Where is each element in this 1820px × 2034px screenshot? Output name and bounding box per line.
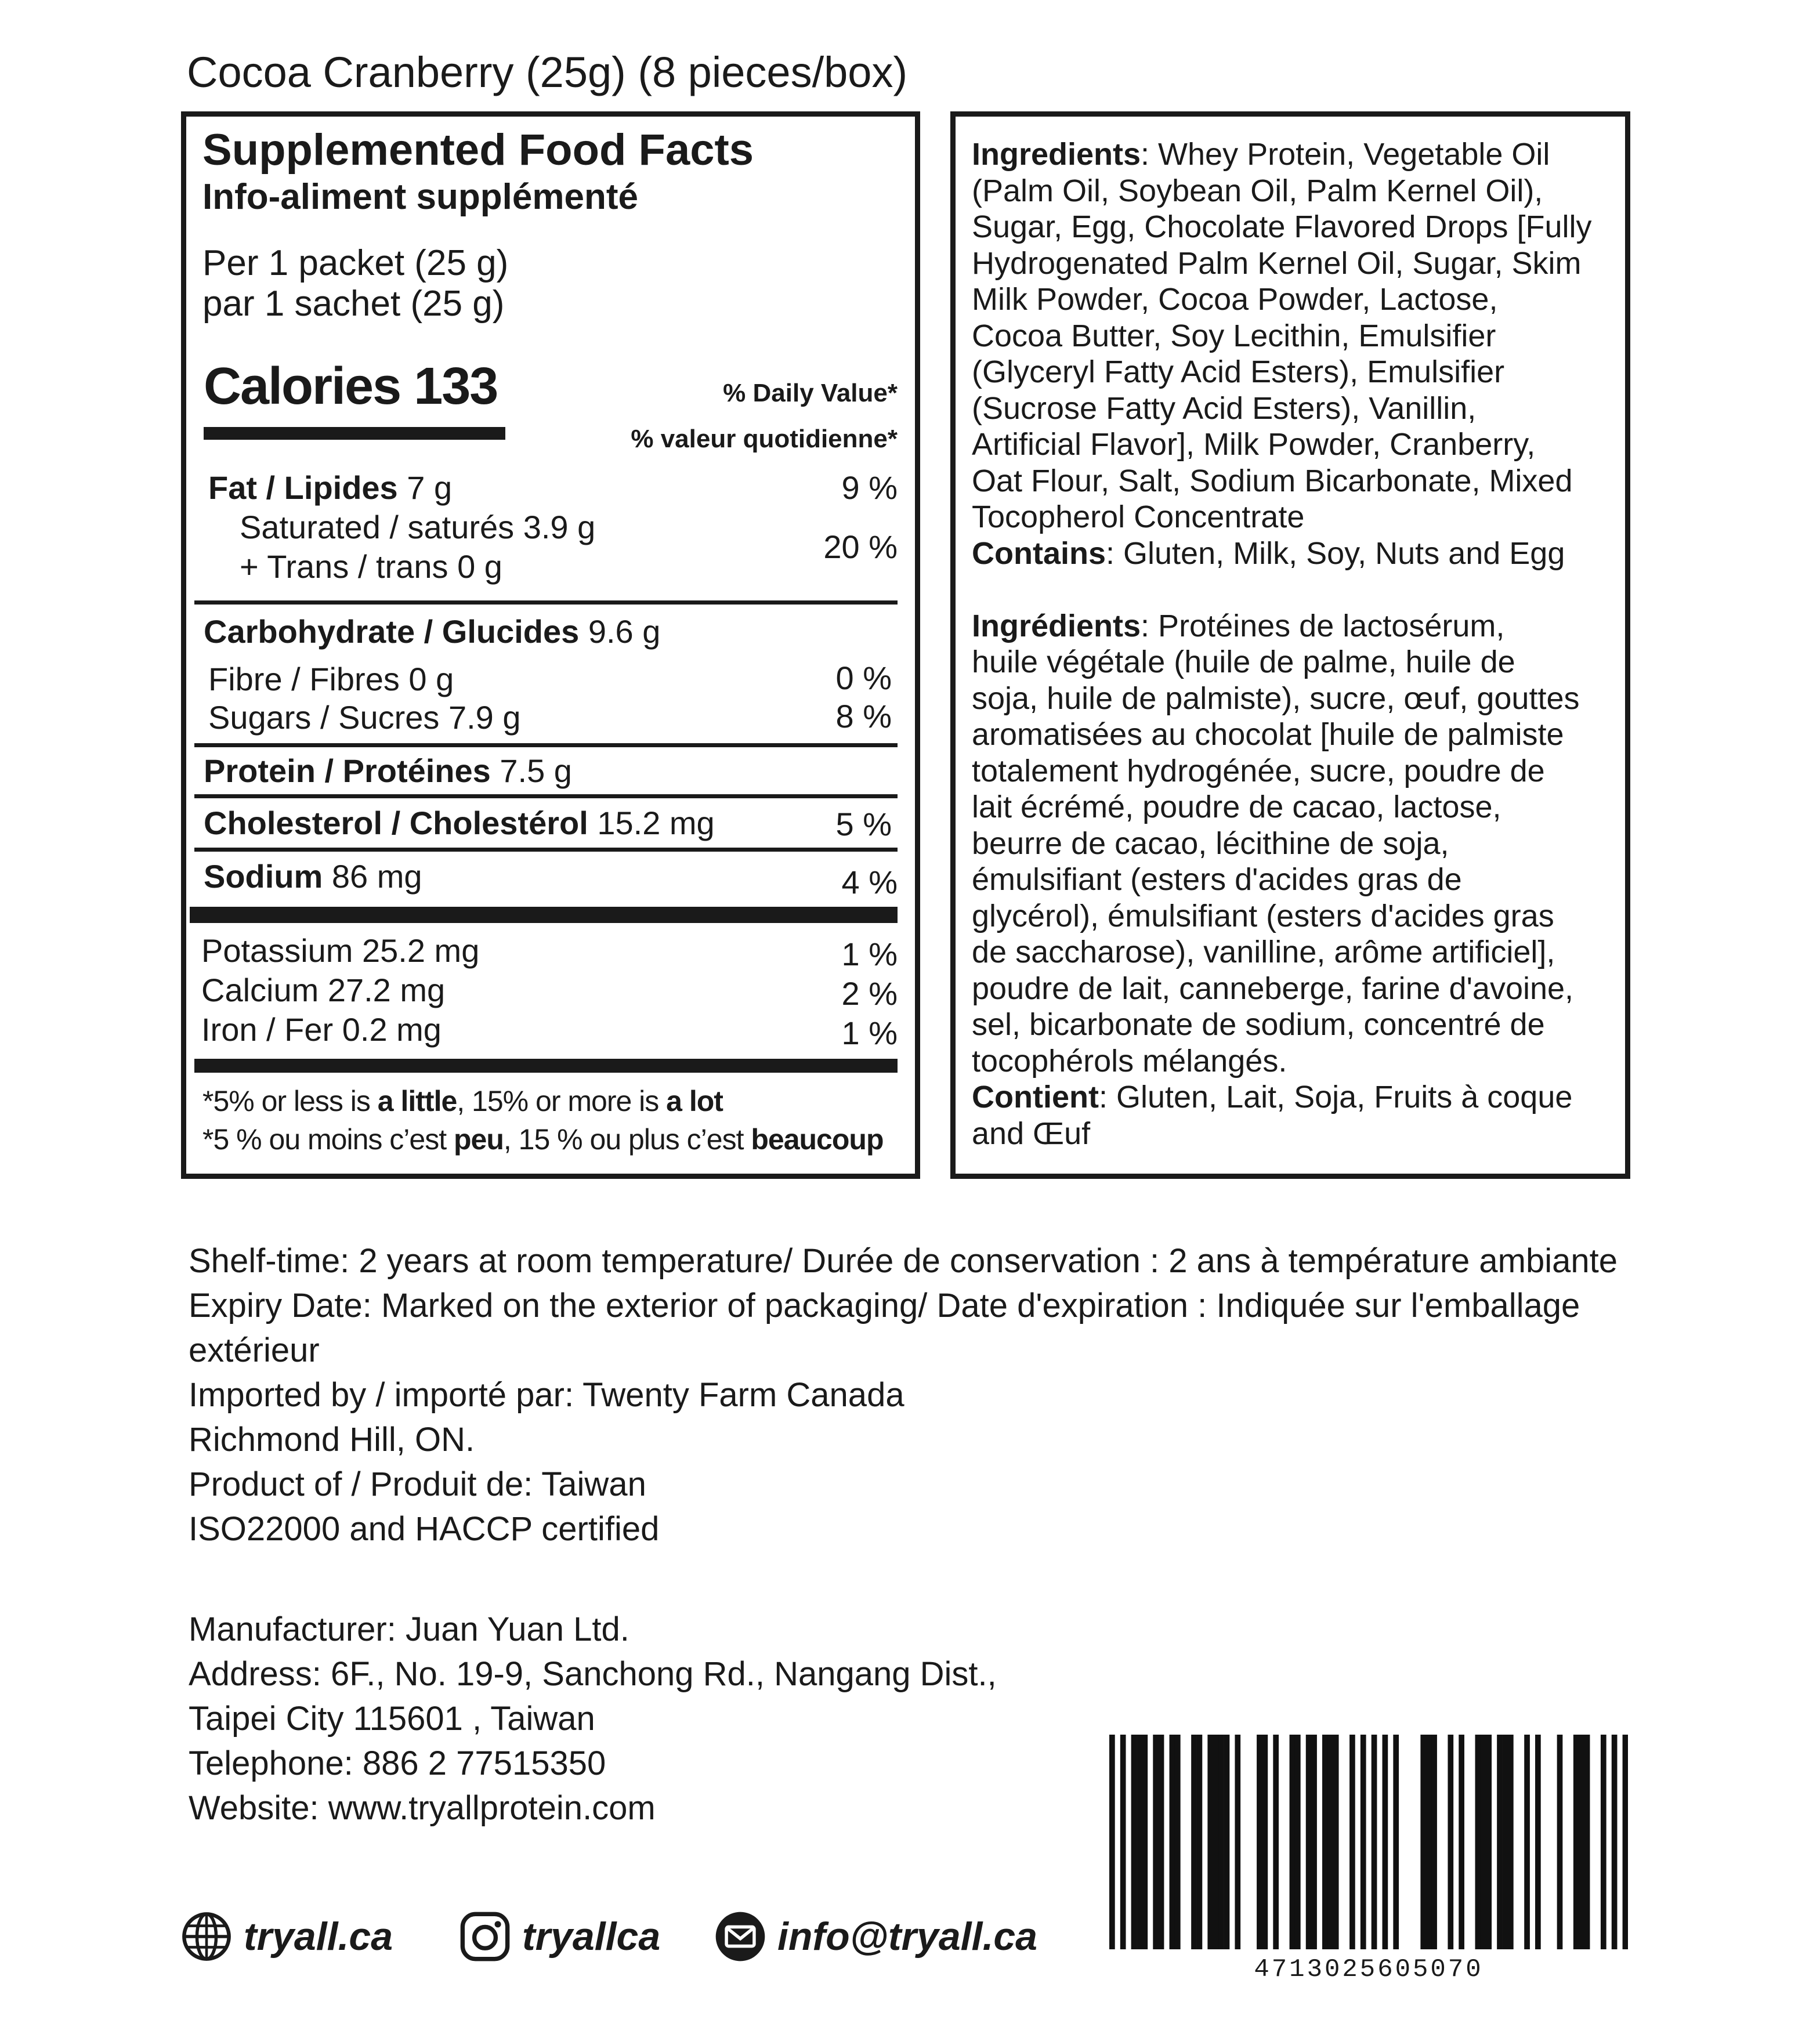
fibre-row	[208, 663, 454, 696]
barcode-bar	[1311, 1735, 1317, 1949]
barcode-bar	[1372, 1735, 1377, 1949]
trans-amount: 0 g	[457, 548, 502, 585]
barcode-bar	[1213, 1735, 1219, 1949]
fibre-pct: 0 %	[835, 660, 892, 696]
potassium-amount: 25.2 mg	[362, 932, 480, 969]
manufacturer-info	[189, 1607, 997, 1830]
saturated-label: Saturated / saturés	[240, 509, 515, 545]
sugars-label: Sugars / Sucres	[208, 699, 440, 736]
barcode-bar	[1153, 1735, 1159, 1949]
globe-icon	[180, 1910, 233, 1963]
sugars-row	[208, 701, 521, 734]
protein-row	[204, 752, 572, 789]
social-email-label: info@tryall.ca	[777, 1914, 1037, 1959]
daily-value-heading-fr: % valeur quotidienne*	[631, 425, 898, 453]
social-email[interactable]	[714, 1908, 1037, 1966]
ingredients-fr-text: : Protéines de lactosérum, huile végétale (huile de palme, huile de soja, huile de palmiste), sucre, œuf, gouttes aromatisées au chocolat [huile de palmiste totalement hydrogénée, sucre, poudre de lait écrémé, poudre de cacao, lactose, beurre de cacao, lécithine de soja, émulsifiant (esters d'acides gras de glycérol), émulsifiant (esters d'acides gras de saccharose), vanilline, arôme artificiel], poudre de lait, canneberge, farine d'avoine, sel, bicarbonate de sodium, concentré de tocophérols mélangés.	[972, 608, 1580, 1078]
product-of: Product of / Produit de: Taiwan	[189, 1465, 646, 1503]
iron-pct: 1 %	[841, 1015, 898, 1051]
ingredients-en-label: Ingredients	[972, 137, 1141, 172]
serving-size-fr: par 1 sachet (25 g)	[202, 284, 505, 324]
barcode-bar	[1361, 1735, 1366, 1949]
manufacturer-telephone: Telephone: 886 2 77515350	[189, 1745, 606, 1782]
barcode-bar	[1557, 1735, 1563, 1949]
barcode-bar	[1623, 1735, 1628, 1949]
cholesterol-label: Cholesterol / Cholestérol	[204, 805, 588, 841]
barcode-bar	[1327, 1735, 1333, 1949]
potassium-label: Potassium	[201, 932, 353, 969]
instagram-icon	[458, 1910, 512, 1963]
barcode-bar	[1137, 1735, 1142, 1949]
barcode-bar	[1503, 1735, 1508, 1949]
barcode-bar	[1109, 1735, 1115, 1949]
fibre-amount: 0 g	[408, 661, 454, 697]
nutrition-heading-en: Supplemented Food Facts	[202, 125, 754, 175]
calcium-amount: 27.2 mg	[327, 972, 446, 1008]
calories-row	[204, 357, 498, 415]
product-title: Cocoa Cranberry (25g) (8 pieces/box)	[187, 48, 908, 96]
shelf-life: Shelf-time: 2 years at room temperature/ Durée de conservation : 2 ans à température ambiante	[189, 1242, 1618, 1280]
iron-amount: 0.2 mg	[342, 1011, 442, 1048]
sodium-pct: 4 %	[841, 864, 898, 900]
barcode-bar	[1535, 1735, 1541, 1949]
barcode-bar	[1601, 1735, 1606, 1949]
certification: ISO22000 and HACCP certified	[189, 1510, 660, 1548]
cholesterol-pct: 5 %	[835, 806, 892, 842]
ingredients-fr-label: Ingrédients	[972, 608, 1141, 643]
ingredients-panel	[950, 111, 1630, 1179]
fibre-label: Fibre / Fibres	[208, 661, 400, 697]
barcode-bar	[1459, 1735, 1464, 1949]
social-instagram-label: tryallca	[522, 1914, 661, 1959]
barcode-bar	[1322, 1735, 1328, 1949]
divider	[194, 743, 898, 747]
barcode	[1109, 1735, 1628, 1949]
sugars-pct: 8 %	[835, 698, 892, 734]
calcium-row	[201, 974, 445, 1007]
barcode-bar	[1142, 1735, 1148, 1949]
barcode-bar	[1383, 1735, 1388, 1949]
footnote-en	[202, 1087, 723, 1116]
sugars-amount: 7.9 g	[448, 699, 521, 736]
nutrition-heading-fr: Info-aliment supplémenté	[202, 177, 638, 217]
sodium-row	[204, 860, 422, 893]
divider	[194, 848, 898, 852]
barcode-bar	[1448, 1735, 1453, 1949]
contains-en-text: : Gluten, Milk, Soy, Nuts and Egg	[1106, 535, 1565, 571]
manufacturer-name: Manufacturer: Juan Yuan Ltd.	[189, 1610, 629, 1648]
barcode-bar	[1197, 1735, 1203, 1949]
potassium-row	[201, 932, 480, 969]
nutrition-facts-panel	[181, 111, 920, 1179]
protein-amount: 7.5 g	[500, 752, 572, 789]
barcode-number: 4713025605070	[1254, 1955, 1484, 1984]
footnote-text: *5 % ou moins c’est	[202, 1123, 454, 1156]
ingredients-en-text: : Whey Protein, Vegetable Oil (Palm Oil, Soybean Oil, Palm Kernel Oil), Sugar, Egg, Chocolate Flavored Drops [Fully Hydrogenated Palm Kernel Oil, Sugar, Skim Milk Powder, Cocoa Powder, Lactose, Cocoa Butter, Soy Lecithin, Emulsifier (Glyceryl Fatty Acid Esters), Emulsifier (Sucrose Fatty Acid Esters), Vanillin, Artificial Flavor], Milk Powder, Cranberry, Oat Flour, Salt, Sodium Bicarbonate, Mixed Tocopherol Concentrate	[972, 137, 1592, 534]
contains-fr-label: Contient	[972, 1080, 1099, 1114]
barcode-bar	[1175, 1735, 1181, 1949]
carb-amount: 9.6 g	[588, 613, 661, 650]
barcode-bar	[1481, 1735, 1486, 1949]
barcode-bar	[1393, 1735, 1399, 1949]
social-website-label: tryall.ca	[244, 1914, 393, 1959]
barcode-bar	[1508, 1735, 1514, 1949]
barcode-bar	[1159, 1735, 1164, 1949]
barcode-bar	[1120, 1735, 1126, 1949]
footnote-text: , 15 % ou plus c’est	[503, 1123, 751, 1156]
barcode-bar	[1475, 1735, 1481, 1949]
barcode-bar	[1262, 1735, 1268, 1949]
contains-fr-text: : Gluten, Lait, Soja, Fruits à coque and Œuf	[972, 1080, 1573, 1151]
barcode-bar	[1431, 1735, 1437, 1949]
barcode-bar	[1333, 1735, 1339, 1949]
fat-label: Fat / Lipides	[208, 469, 398, 506]
barcode-bar	[1524, 1735, 1530, 1949]
manufacturer-address-2: Taipei City 115601 , Taiwan	[189, 1700, 595, 1738]
barcode-bar	[1349, 1735, 1355, 1949]
barcode-bar	[1584, 1735, 1590, 1949]
barcode-bar	[1218, 1735, 1224, 1949]
barcode-bar	[1170, 1735, 1175, 1949]
calories-value: 133	[414, 357, 498, 415]
barcode-bar	[1426, 1735, 1432, 1949]
fat-amount: 7 g	[407, 469, 453, 506]
iron-label: Iron / Fer	[201, 1011, 334, 1048]
product-info	[189, 1239, 1709, 1551]
barcode-bar	[1579, 1735, 1584, 1949]
barcode-bar	[1207, 1735, 1213, 1949]
fat-row	[208, 469, 453, 506]
contains-en-label: Contains	[972, 535, 1106, 571]
daily-value-heading-en: % Daily Value*	[723, 379, 898, 407]
importer-line-1: Imported by / importé par: Twenty Farm Canada	[189, 1376, 904, 1414]
barcode-bar	[1235, 1735, 1240, 1949]
footnote-bold: beaucoup	[751, 1123, 884, 1156]
protein-label: Protein / Protéines	[204, 752, 491, 789]
footnote-bold: a lot	[666, 1085, 723, 1117]
email-icon	[714, 1910, 767, 1963]
barcode-bar	[1290, 1735, 1296, 1949]
calcium-pct: 2 %	[841, 975, 898, 1012]
barcode-bar	[1497, 1735, 1503, 1949]
footnote-bold: peu	[453, 1123, 504, 1156]
barcode-bar	[1612, 1735, 1618, 1949]
calories-rule	[204, 427, 505, 440]
expiry-line-1: Expiry Date: Marked on the exterior of packaging/ Date d'expiration : Indiquée sur l'emballage	[189, 1287, 1580, 1324]
serving-size-en: Per 1 packet (25 g)	[202, 243, 509, 283]
cholesterol-row	[204, 807, 715, 839]
barcode-bar	[1306, 1735, 1312, 1949]
footnote-fr	[202, 1125, 884, 1154]
footnote-bold: a little	[377, 1085, 457, 1117]
sat-trans-pct: 20 %	[823, 529, 898, 565]
iron-row	[201, 1011, 442, 1048]
barcode-bar	[1573, 1735, 1579, 1949]
calories-label: Calories	[204, 357, 401, 415]
thick-divider	[190, 907, 898, 923]
trans-label: + Trans / trans	[240, 548, 448, 585]
carb-label: Carbohydrate / Glucides	[204, 613, 580, 650]
sodium-label: Sodium	[204, 858, 323, 895]
barcode-bar	[1224, 1735, 1230, 1949]
barcode-bar	[1131, 1735, 1137, 1949]
barcode-bar	[1191, 1735, 1197, 1949]
manufacturer-website: Website: www.tryallprotein.com	[189, 1789, 656, 1827]
carb-row	[204, 613, 661, 650]
cholesterol-amount: 15.2 mg	[597, 805, 715, 841]
footnote-text: *5% or less is	[202, 1085, 378, 1117]
barcode-bar	[1295, 1735, 1301, 1949]
manufacturer-address-1: Address: 6F., No. 19-9, Sanchong Rd., Nangang Dist.,	[189, 1655, 997, 1693]
sodium-amount: 86 mg	[331, 858, 422, 895]
barcode-bar	[1257, 1735, 1262, 1949]
saturated-row	[240, 511, 595, 544]
fat-pct: 9 %	[841, 469, 898, 506]
social-instagram[interactable]	[458, 1908, 660, 1966]
thick-divider	[194, 1059, 898, 1073]
expiry-line-2: extérieur	[189, 1331, 320, 1369]
divider	[194, 600, 898, 605]
footnote-text: , 15% or more is	[457, 1085, 667, 1117]
divider	[194, 794, 898, 798]
ingredients-text	[972, 136, 1622, 1152]
saturated-amount: 3.9 g	[523, 509, 596, 545]
social-website[interactable]	[180, 1908, 393, 1966]
importer-line-2: Richmond Hill, ON.	[189, 1421, 475, 1458]
barcode-bar	[1486, 1735, 1492, 1949]
barcode-bar	[1273, 1735, 1279, 1949]
calcium-label: Calcium	[201, 972, 319, 1008]
barcode-bar	[1420, 1735, 1426, 1949]
potassium-pct: 1 %	[841, 936, 898, 972]
trans-row	[240, 548, 502, 585]
